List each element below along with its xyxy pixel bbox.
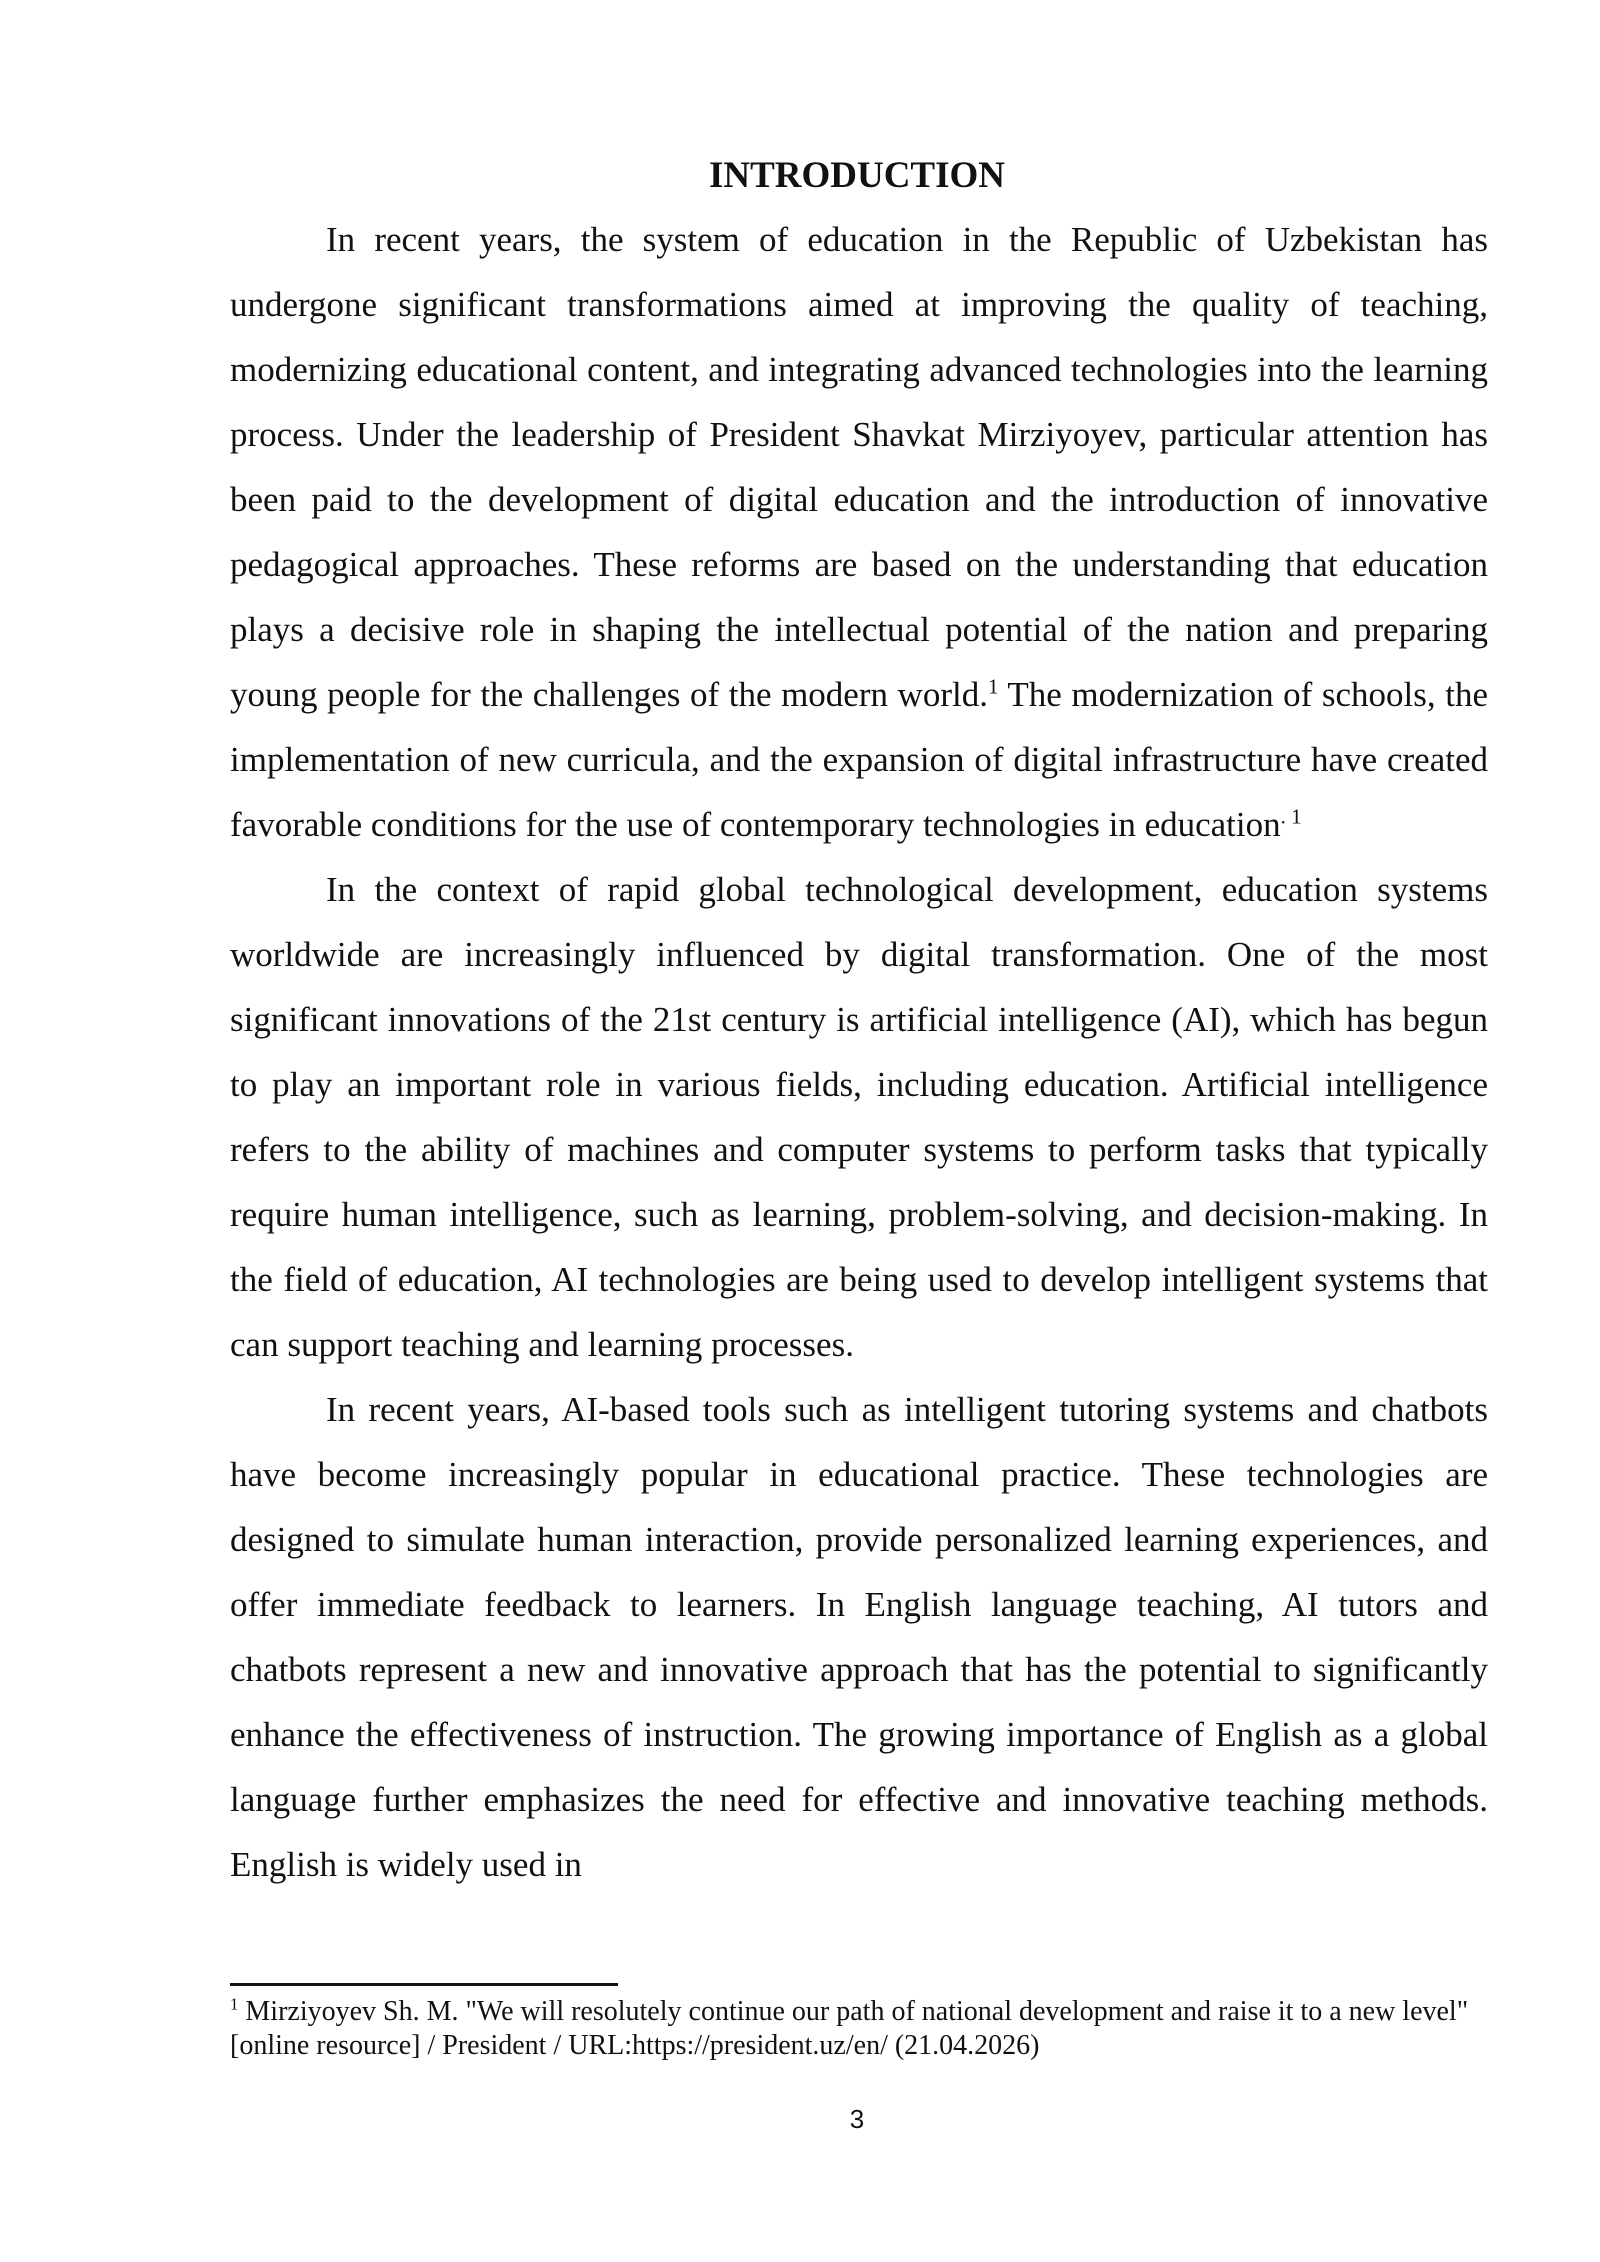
body-text [230,207,1488,1897]
paragraph-1 [230,207,1488,857]
footnote [230,1995,1488,2063]
section-heading: INTRODUCTION [708,155,1006,196]
paragraph-3: In recent years, AI-based tools such as intelligent tutoring systems and chatbots have become increasingly popular in educational practice. These technologies are designed to simulate human interaction, provide personalized learning experiences, and offer immediate feedback to learners. In English language teaching, AI tutors and chatbots represent a new and innovative approach that has the potential to significantly enhance the effectiveness of instruction. The growing importance of English as a global language further emphasizes the need for effective and innovative teaching methods. English is widely used in [230,1390,1488,1884]
footnote-separator [230,1983,618,1986]
footnote-marker: 1 [230,1994,239,2014]
paragraph-1-text-continued: The modernization of schools, the implementation of new curricula, and the expansion of digital infrastructure have created favorable conditions for the use of contemporary technologies in education [230,675,1488,844]
footnote-reference[interactable]: 1 [1291,804,1302,829]
footnote-reference[interactable]: 1 [987,674,999,699]
paragraph-2: In the context of rapid global technological development, education systems worldwide are increasingly influenced by digital transformation. One of the most significant innovations of the 21st century is artificial intelligence (AI), which has begun to play an important role in various fields, including education. Artificial intelligence refers to the ability of machines and computer systems to perform tasks that typically require human intelligence, such as learning, problem-solving, and decision-making. In the field of education, AI technologies are being used to develop intelligent systems that can support teaching and learning processes. [230,870,1488,1364]
stray-period: . [1280,804,1292,829]
paragraph-1-text: In recent years, the system of education in the Republic of Uzbekistan has undergone significant transformations aimed at improving the quality of teaching, modernizing educational content, and integrating advanced technologies into the learning process. Under the leadership of President Shavkat Mirziyoyev, particular attention has been paid to the development of digital education and the introduction of innovative pedagogical approaches. These reforms are based on the understanding that education plays a decisive role in shaping the intellectual potential of the nation and preparing young people for the challenges of the modern world. [230,220,1488,714]
footnote-text: Mirziyoyev Sh. M. "We will resolutely continue our path of national development and raise it to a new level" [online resource] / President / URL:https://president.uz/en/ (21.04.2026) [230,1996,1469,2061]
page-number: 3 [849,2104,865,2134]
